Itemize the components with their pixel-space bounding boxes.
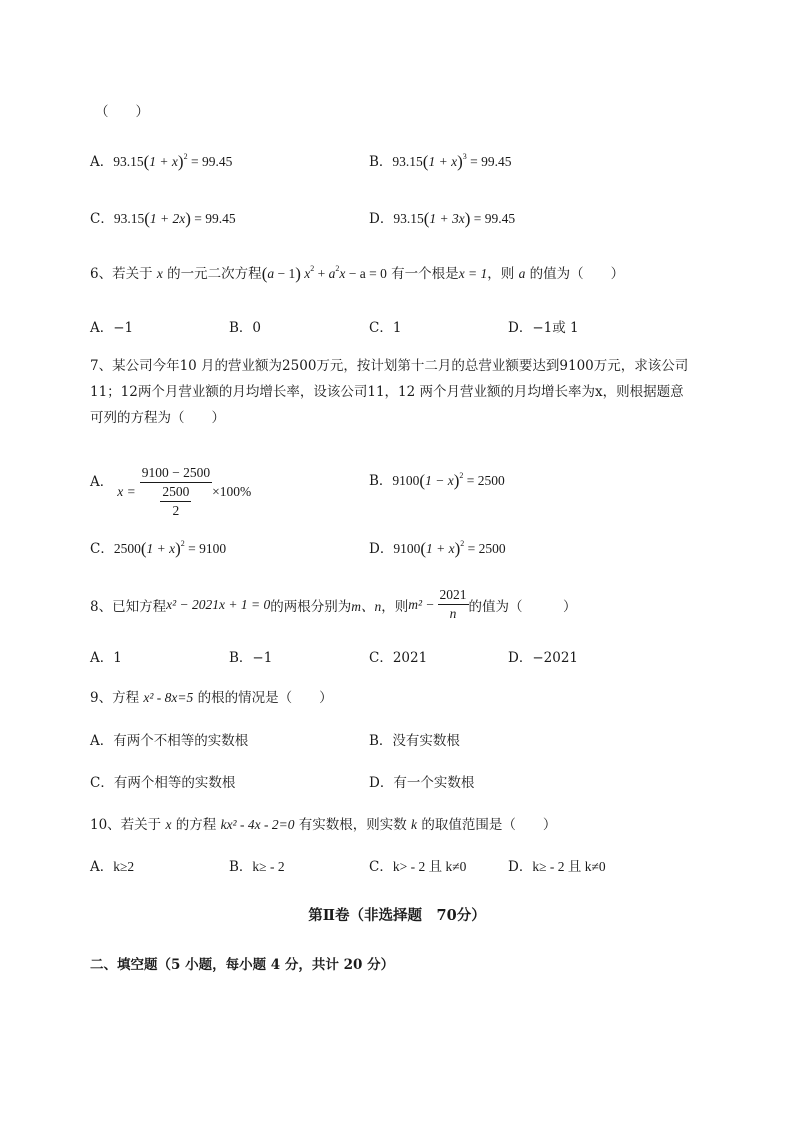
- q5-option-c[interactable]: C． 93.15(1 + 2x) = 99.45: [90, 209, 236, 228]
- q8-option-b[interactable]: B．−1: [229, 650, 273, 666]
- q6-stem: 6、若关于 x 的一元二次方程(a − 1) $x^2 + a^2x - a = 0$ 有一个根是x = 1，则 a 的值为（ ）: [90, 264, 625, 283]
- q10-stem: 10、若关于 x 的方程 kx² - 4x - 2=0 有实数根，则实数 k 的取值范围是（ ）: [90, 817, 557, 833]
- q5-answer-paren: （ ）: [95, 104, 149, 120]
- q5-option-d[interactable]: D． 93.15(1 + 3x) = 99.45: [369, 209, 516, 228]
- coefficient: 93.15: [113, 154, 144, 169]
- q9-option-a[interactable]: A．有两个不相等的实数根: [90, 733, 249, 749]
- percent-tail: ×100%: [212, 484, 252, 499]
- lhs: x =: [117, 484, 136, 499]
- equation: kx² - 4x - 2=0: [220, 817, 295, 832]
- q6-option-d[interactable]: D．−1或 1: [508, 320, 579, 336]
- q7-option-d[interactable]: D． $9100(1 + x)^2 = 2500$: [369, 539, 506, 558]
- exponent: 2: [183, 152, 188, 161]
- q7-stem-line-3: 可列的方程为（ ）: [90, 410, 225, 426]
- coefficient: 93.15: [392, 154, 423, 169]
- inner-expression: 1 + 3x: [429, 211, 465, 226]
- q6-option-a[interactable]: A．−1: [90, 320, 134, 336]
- q5-option-a[interactable]: A． $93.15(1 + x)^2 = 99.45$: [90, 152, 233, 171]
- q7-option-a[interactable]: [90, 452, 251, 520]
- q8-option-a[interactable]: A．1: [90, 650, 122, 666]
- q10-option-c[interactable]: C．k> - 2 且 k≠0: [369, 859, 467, 875]
- rhs: = 99.45: [470, 211, 516, 226]
- inner-expression: 1 + x: [149, 154, 178, 169]
- q9-stem: 9、方程 x² - 8x=5 的根的情况是（ ）: [90, 690, 333, 706]
- q9-option-d[interactable]: D．有一个实数根: [369, 775, 475, 791]
- q7-stem-line-1: 7、某公司今年10 月的营业额为2500万元，按计划第十二月的总营业额要达到9100万元，求该公司: [90, 358, 689, 374]
- q9-option-c[interactable]: C．有两个相等的实数根: [90, 775, 236, 791]
- q6-option-c[interactable]: C．1: [369, 320, 402, 336]
- outer-fraction: $\frac{9100 - 2500}{2500}$ 2: [141, 465, 211, 518]
- q7-option-b[interactable]: B． $9100(1 - x)^2 = 2500$: [369, 471, 505, 490]
- coefficient: 93.15: [113, 211, 145, 226]
- option-label: A．: [90, 154, 114, 170]
- q7-stem-line-2: 11；12两个月营业额的月均增长率，设该公司11，12 两个月营业额的月均增长率为x，则根据题意: [90, 384, 684, 400]
- section-2-subtitle: 二、填空题（5 小题，每小题 4 分，共计 20 分）: [90, 957, 395, 973]
- equation: x² − 2021x + 1 = 0: [166, 596, 271, 612]
- fraction-2021-over-n: $\frac{2021}{n}$: [439, 587, 467, 621]
- q8-option-d[interactable]: D．−2021: [508, 650, 578, 666]
- option-label: D．: [369, 211, 394, 227]
- section-2-title: 第Ⅱ卷（非选择题 70分）: [308, 907, 486, 924]
- q9-option-b[interactable]: B．没有实数根: [369, 733, 460, 749]
- inner-fraction: $\frac{9100 - 2500}{2500}$: [140, 464, 212, 502]
- option-label: B．: [369, 154, 393, 170]
- rhs: = 99.45: [187, 154, 233, 169]
- q7-option-c[interactable]: C． $2500(1 + x)^2 = 9100$: [90, 539, 227, 558]
- q10-option-b[interactable]: B．k≥ - 2: [229, 859, 285, 875]
- q10-option-d[interactable]: D．k≥ - 2 且 k≠0: [508, 859, 606, 875]
- option-label: C．: [90, 211, 114, 227]
- coefficient: 93.15: [393, 211, 424, 226]
- q8-option-c[interactable]: C．2021: [369, 650, 428, 666]
- exponent: 3: [462, 152, 467, 161]
- option-label: A．: [90, 474, 114, 490]
- q6-option-b[interactable]: B．0: [229, 320, 262, 336]
- q8-stem: 8、已知方程 x² − 2021x + 1 = 0 的两根分别为 m、n ，则 m² − $\frac{2021}{n}$ 的值为（ ）: [90, 587, 577, 621]
- q5-option-b[interactable]: B． $93.15(1 + x)^3 = 99.45$: [369, 152, 512, 171]
- roots: m、n: [351, 598, 382, 614]
- equation: x² - 8x=5: [143, 690, 194, 705]
- q10-option-a[interactable]: A．k≥2: [90, 859, 135, 875]
- inner-expression: 1 + x: [428, 154, 458, 169]
- rhs: = 99.45: [466, 154, 512, 169]
- rhs: = 99.45: [190, 211, 236, 226]
- inner-expression: 1 + 2x: [149, 211, 186, 226]
